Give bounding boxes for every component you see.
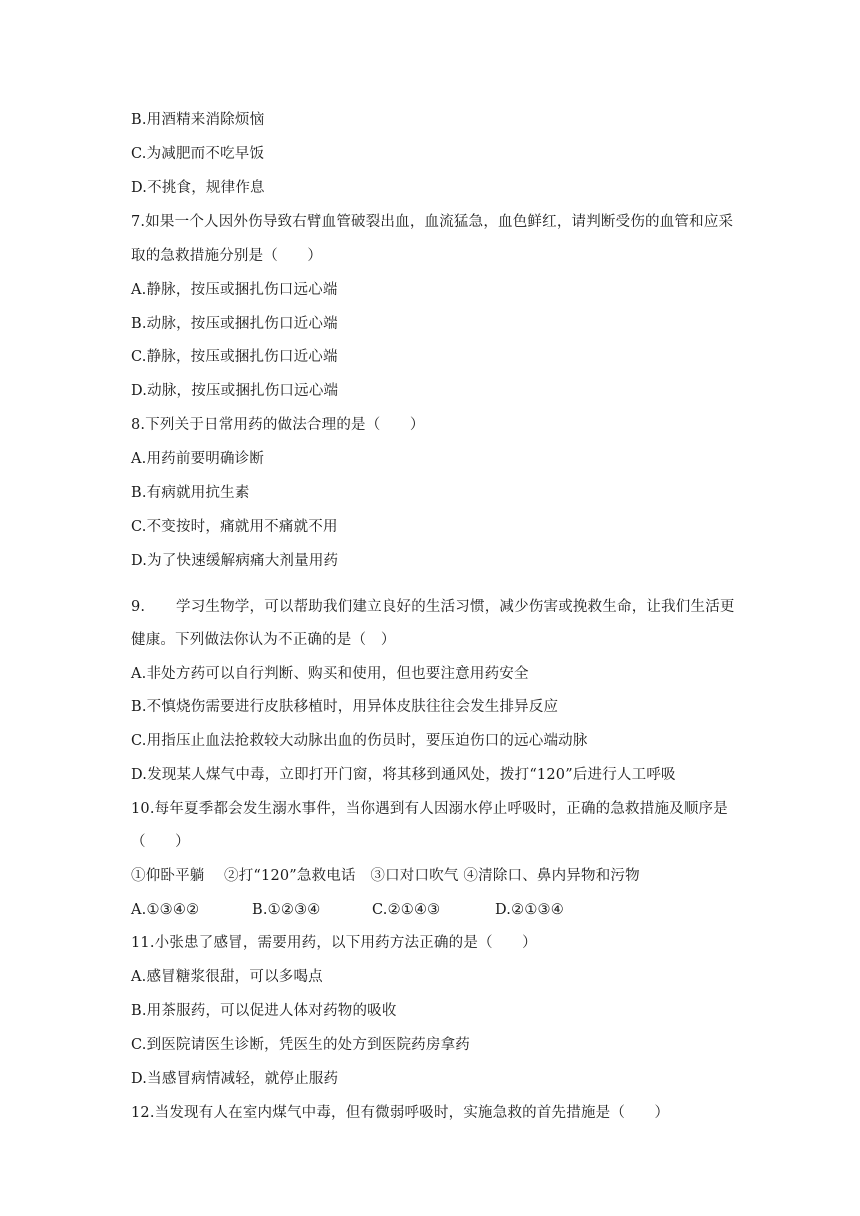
q10-option-b: B.①②③④: [252, 902, 321, 918]
q12-stem: 12.当发现有人在室内煤气中毒，但有微弱呼吸时，实施急救的首先措施是（ ）: [131, 1105, 670, 1121]
q10-steps: ①仰卧平躺 ②打“120”急救电话 ③口对口吹气 ④清除口、鼻内异物和污物: [131, 868, 640, 884]
q11-option-c: C.到医院请医生诊断，凭医生的处方到医院药房拿药: [131, 1037, 470, 1053]
q9-stem-line1: [131, 597, 735, 617]
q10-stem-line1: 10.每年夏季都会发生溺水事件，当你遇到有人因溺水停止呼吸时，正确的急救措施及顺序是: [131, 801, 728, 817]
q10-options-row: [131, 900, 564, 920]
q9-option-d: D.发现某人煤气中毒，立即打开门窗，将其移到通风处，拨打“120”后进行人工呼吸: [131, 767, 676, 783]
q7-option-a: A.静脉，按压或捆扎伤口远心端: [131, 282, 338, 298]
q10-stem-line2: （ ）: [131, 834, 190, 850]
q9-option-a: A.非处方药可以自行判断、购买和使用，但也要注意用药安全: [131, 666, 529, 682]
q6-option-d: D.不挑食，规律作息: [131, 180, 265, 196]
q9-stem-line2: 健康。下列做法你认为不正确的是（ ）: [131, 632, 396, 648]
q9-number: 9.: [131, 599, 146, 615]
q7-stem-line1: 7.如果一个人因外伤导致右臂血管破裂出血，血流猛急，血色鲜红，请判断受伤的血管和应采: [131, 214, 734, 230]
q9-stem-text: 学习生物学，可以帮助我们建立良好的生活习惯，减少伤害或挽救生命，让我们生活更: [176, 599, 735, 615]
q6-option-c: C.为减肥而不吃早饭: [131, 146, 265, 162]
q9-option-c: C.用指压止血法抢救较大动脉出血的伤员时，要压迫伤口的远心端动脉: [131, 733, 588, 749]
q10-option-d: D.②①③④: [495, 902, 564, 918]
q7-option-d: D.动脉，按压或捆扎伤口远心端: [131, 383, 339, 399]
q7-option-c: C.静脉，按压或捆扎伤口近心端: [131, 349, 338, 365]
q7-option-b: B.动脉，按压或捆扎伤口近心端: [131, 316, 338, 332]
q10-option-c: C.②①④③: [372, 902, 441, 918]
q10-option-a: A.①③④②: [131, 902, 200, 918]
q6-option-b: B.用酒精来消除烦恼: [131, 112, 265, 128]
q11-stem: 11.小张患了感冒，需要用药，以下用药方法正确的是（ ）: [131, 935, 537, 951]
q8-option-b: B.有病就用抗生素: [131, 485, 250, 501]
q11-option-d: D.当感冒病情减轻，就停止服药: [131, 1071, 339, 1087]
q8-option-d: D.为了快速缓解病痛大剂量用药: [131, 553, 339, 569]
q8-option-a: A.用药前要明确诊断: [131, 451, 265, 467]
q8-stem: 8.下列关于日常用药的做法合理的是（ ）: [131, 417, 425, 433]
q9-option-b: B.不慎烧伤需要进行皮肤移植时，用异体皮肤往往会发生排异反应: [131, 699, 559, 715]
q11-option-b: B.用茶服药，可以促进人体对药物的吸收: [131, 1003, 397, 1019]
q8-option-c: C.不变按时，痛就用不痛就不用: [131, 519, 338, 535]
q7-stem-line2: 取的急救措施分别是（ ）: [131, 248, 323, 264]
q11-option-a: A.感冒糖浆很甜，可以多喝点: [131, 969, 323, 985]
